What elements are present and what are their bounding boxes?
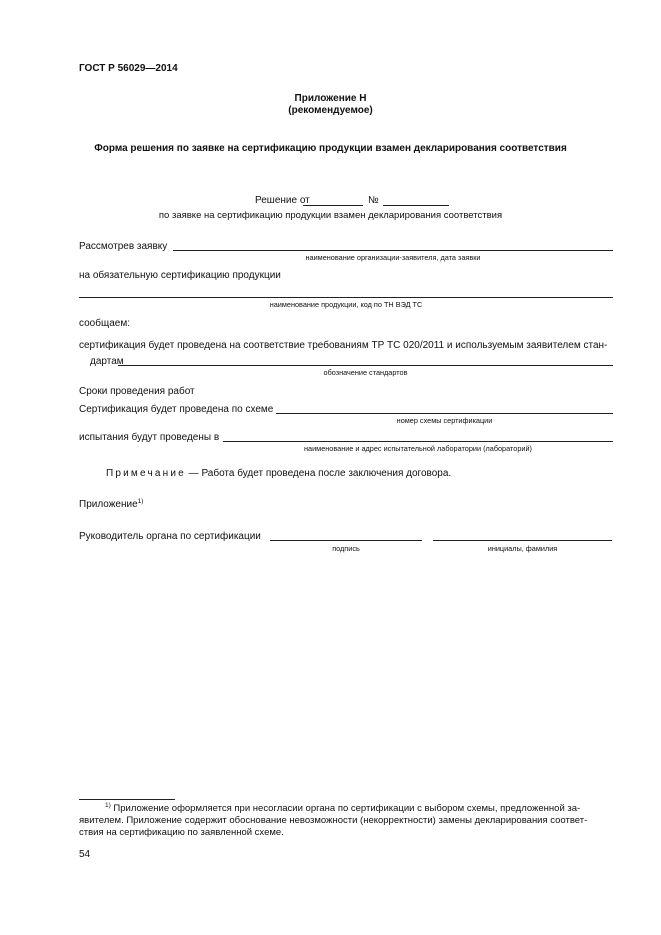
review-line[interactable] xyxy=(173,250,613,251)
footnote-separator xyxy=(79,799,175,800)
name-line[interactable] xyxy=(433,540,612,541)
note xyxy=(106,468,451,480)
standard-header: ГОСТ Р 56029—2014 xyxy=(79,63,178,74)
form-title: Форма решения по заявке на сертификацию продукции взамен декларирования соответствия xyxy=(94,143,567,154)
scheme-line[interactable] xyxy=(276,413,613,414)
appendix-subtitle: (рекомендуемое) xyxy=(288,105,373,116)
scheme-label: Сертификация будет проведена по схеме xyxy=(79,404,274,415)
lab-caption: наименование и адрес испытательной лаборатории (лабораторий) xyxy=(304,444,532,453)
standards-caption: обозначение стандартов xyxy=(323,368,408,377)
decision-from-label: Решение от xyxy=(255,195,310,206)
decision-number-line[interactable] xyxy=(383,205,449,206)
signature-caption: подпись xyxy=(332,544,360,553)
product-caption: наименование продукции, код по ТН ВЭД ТС xyxy=(269,300,423,309)
note-label: Примечание xyxy=(106,468,186,479)
attachment-footnote-ref[interactable]: 1) xyxy=(137,498,144,505)
review-label: Рассмотрев заявку xyxy=(79,241,168,252)
footnote-line2: явителем. Приложение содержит обоснование невозможности (некорректности) замены декларирования соответ- xyxy=(79,815,588,826)
standards-line[interactable] xyxy=(118,365,613,366)
appendix-title: Приложение Н xyxy=(294,93,367,104)
inform-label: сообщаем: xyxy=(79,318,130,329)
decision-number-label: № xyxy=(368,195,379,206)
mandatory-label: на обязательную сертификацию продукции xyxy=(79,270,281,281)
lab-line[interactable] xyxy=(223,441,613,442)
review-caption: наименование организации-заявителя, дата заявки xyxy=(305,253,481,262)
signature-line[interactable] xyxy=(270,540,422,541)
name-caption: инициалы, фамилия xyxy=(487,544,558,553)
footnote-line3: ствия на сертификацию по заявленной схеме. xyxy=(79,827,284,838)
footnote-marker: 1) xyxy=(105,802,111,809)
decision-subheading: по заявке на сертификацию продукции взамен декларирования соответствия xyxy=(158,210,503,221)
footnote-line1-wrap xyxy=(79,803,613,815)
cert-text-line1: сертификация будет проведена на соответствие требованиям ТР ТС 020/2011 и используемым заявителем стан- xyxy=(79,340,608,351)
product-line[interactable] xyxy=(79,297,613,298)
terms-label: Сроки проведения работ xyxy=(79,386,195,397)
tests-label: испытания будут проведены в xyxy=(79,432,220,443)
decision-date-line[interactable] xyxy=(303,205,363,206)
footnote-line1: Приложение оформляется при несогласии органа по сертификации с выбором схемы, предложенной за- xyxy=(113,803,581,814)
scheme-caption: номер схемы сертификации xyxy=(396,416,493,425)
note-text: — Работа будет проведена после заключения договора. xyxy=(188,468,452,479)
attachment xyxy=(79,499,143,511)
footnote xyxy=(79,803,613,839)
cert-text-line2: дартам xyxy=(90,356,124,367)
page-number: 54 xyxy=(79,849,91,860)
attachment-label: Приложение xyxy=(79,499,138,510)
signature-label: Руководитель органа по сертификации xyxy=(79,531,261,542)
